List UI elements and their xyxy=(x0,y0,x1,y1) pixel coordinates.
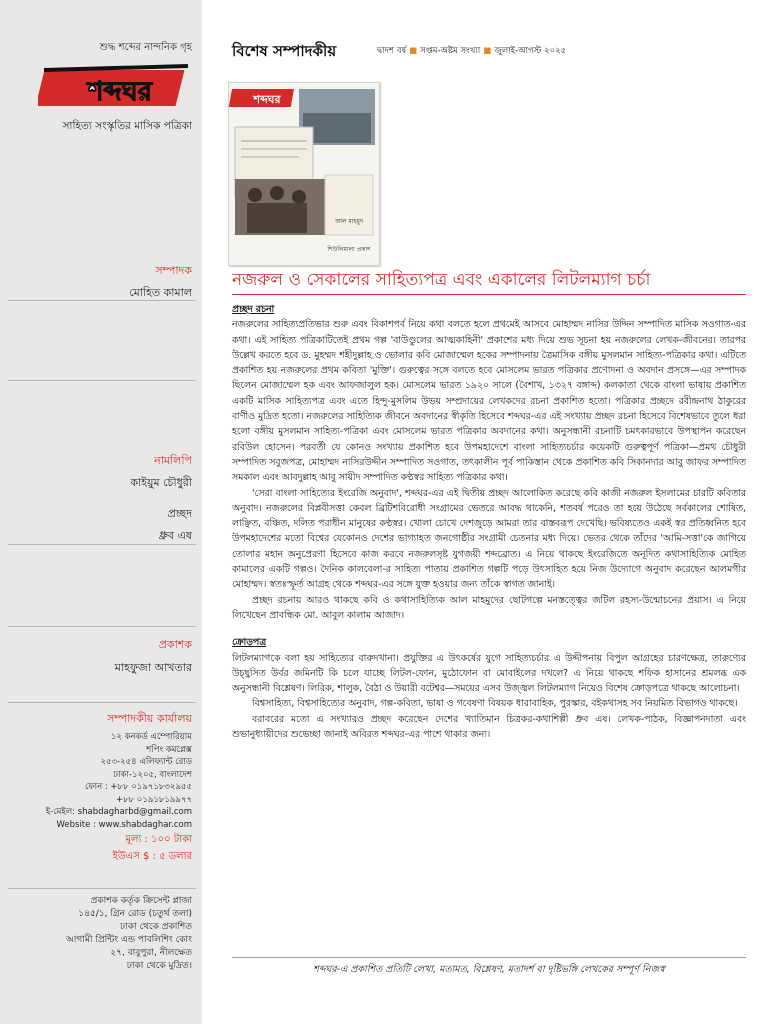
footer-divider xyxy=(232,957,746,958)
printing-line: ঢাকা থেকে প্রকাশিত xyxy=(120,922,192,932)
paragraph: প্রচ্ছদ রচনায় আরও থাকছে কবি ও কথাসাহিত্যিক আল মাহমুদের ছোটগল্পে মনস্তত্ত্বের জটিল রহস্য-উন্মোচনের প্রয়াস। এ নিয়ে লিখেছেন প্রাবন্ধিক মো. আবুল কালাম আজাদ। xyxy=(232,594,746,621)
price-us: ইউএস $ : ৫ ডলার xyxy=(112,851,192,862)
paragraph: বরাবরের মতো এ সংখ্যারও প্রচ্ছদ করেছেন দেশের খ্যাতিমান চিত্রকর-কথাশিল্পী ধ্রুব এষ। লেখক-পাঠক, বিজ্ঞাপনদাতা এবং শুভানুধ্যায়ীদের শুভেচ্ছা জানাই অবিরত শব্দঘর-এর পাশে থাকার জন্য। xyxy=(232,713,746,741)
office-address xyxy=(0,731,202,831)
paragraph: লিটলম্যাগকে বলা হয় সাহিত্যের বারুদখানা। প্রযুক্তির এ উৎকর্ষের যুগে সাহিত্যচর্চার এ উদ্দীপনায় বিপুল আগ্রহের চারণক্ষেত্র, তারুণ্যের উচ্ছ্বসিত উর্বর জমিনটি কি চলে যাচ্ছে লিটল-ফোন, মুঠোফোন বা মোবাইলের দখলে? এ নিয়ে থাকছে শফিক হাসানের শ্রমলব্ধ এক অনুসন্ধানী বিশ্লেষণ। লিরিক, শালুক, বৈঠা ও উয়ারী বটেশ্বর—সময়ের এসব উজ্জ্বল লিটলম্যাগ নিয়েও বিশেষ ক্রোড়পত্রে থাকছে আলোচনা। xyxy=(232,652,746,695)
subheading-cover-story: প্রচ্ছদ রচনা xyxy=(232,304,275,315)
subheading-supplement: ক্রোড়পত্র xyxy=(232,637,267,649)
publisher-name: মাহফুজা আখতার xyxy=(114,661,192,674)
cover-image xyxy=(228,82,380,266)
cover-logo-text: শব্দঘর xyxy=(253,93,281,106)
divider xyxy=(8,702,196,703)
article-headline: নজরুল ও সেকালের সাহিত্যপত্র এবং একালের লিটলম্যাগ চর্চা xyxy=(232,270,651,290)
paragraph: নজরুলের সাহিত্যপ্রতিভার শুরু এবং বিকাশপর্ব নিয়ে কথা বলতে হলে প্রথমেই আসবে মোহাম্মদ নাসির উদ্দিন সম্পাদিত মাসিক সওগাত-এর কথা। এই সাহিত্য পত্রিকাটিতেই প্রথম গল্প 'বাউণ্ডুলের আত্মকাহিনী' প্রকাশের মধ্য দিয়ে শুভ সূচনা হয় নজরুলের লেখক-জীবনের। তারপর উল্লেখ করতে হবে ড. মুহম্মদ শহীদুল্লাহ ও ভোলার কবি মোজাম্মেল হকের সম্পাদনায় ত্রৈমাসিক বঙ্গীয় মুসলমান সাহিত্য-পত্রিকার কথা। এটিতে প্রকাশিত হয় নজরুলের প্রথম কবিতা 'মুক্তি'। গুরুত্বের সঙ্গে বলতে হবে মোসলেম ভারত পত্রিকার প্রণোদনা ও অবদান প্রসঙ্গে—এর সম্পাদক ছিলেন মোজাম্মেল হক এবং আফজালুল হক। মোসলেম ভারত ১৯২০ সালে (বৈশাখ, ১৩২৭ বঙ্গাব্দ) কলকাতা থেকে বাংলা ভাষায় প্রকাশিত একটি মাসিক সাহিত্যপত্র এবং এতে হিন্দু-মুসলিম উভয় সম্প্রদায়ের লেখকদের রচনা প্রকাশিত হতো। পত্রিকার প্রচ্ছদে রবীন্দ্রনাথ ঠাকুরের বাণীও মুদ্রিত হতো। নজরুলের সাহিত্যিক জীবনে অবদানের স্বীকৃতি হিসেবে শব্দঘর-এর এই সংখ্যায় প্রচ্ছদ রচনা হিসেবে বিশেষভাবে তুলে ধরা হলো বঙ্গীয় মুসলমান সাহিত্য-পত্রিকা এবং মোসলেম ভারত পত্রিকার অবদানের কথা। অনুসন্ধানী রচনাটি চমৎকারভাবে উপস্থাপন করেছেন রবিউল হোসেন। পরবর্তী যে কোনও সংখ্যায় প্রকাশিত হবে উপমহাদেশে বাংলা সাহিত্যচর্চার কয়েকটি গুরুত্বপূর্ণ পত্রিকা—প্রমথ চৌধুরী সম্পাদিত সবুজপত্র, মোহাম্মদ নাসিরউদ্দীন সম্পাদিত সওগাত, তৎকালীন পূর্ব পাকিস্তান থেকে প্রকাশিত কবি সিকানদার আবু জাফর সম্পাদিত সমকাল এবং আবদুল্লাহ আবু সায়ীদ সম্পাদিত কণ্ঠস্বর সাহিত্য পত্রিকার কথা। xyxy=(232,319,746,484)
email-line: ই-মেইল: shabdagharbd@gmail.com xyxy=(45,807,192,817)
divider xyxy=(8,888,196,889)
bullet-icon: ■ xyxy=(409,46,418,56)
office-line: +৮৮ ০১৯১৮১৯৯৭৭ xyxy=(115,794,192,805)
office-line: শপিং কমপ্লেক্স xyxy=(146,744,192,755)
issue-meta xyxy=(377,44,566,58)
cover-publisher: শিউলিমালা প্রকাশ xyxy=(327,246,371,253)
office-label: সম্পাদকীয় কার্যালয় xyxy=(107,712,192,725)
printing-line: ঢাকা থেকে মুদ্রিত। xyxy=(126,961,192,971)
logo-text: শব্দঘর xyxy=(87,77,153,107)
publisher-section xyxy=(0,636,202,678)
office-line: ২৫৩-২৫৪ এলিফ্যান্ট রোড xyxy=(100,757,192,767)
section-title: বিশেষ সম্পাদকীয় xyxy=(232,42,337,60)
issue-number: সপ্তম-অষ্টম সংখ্যা xyxy=(420,46,481,56)
editor-section xyxy=(0,262,202,303)
printing-line: ১৪৫/১, গ্রিন রোড (চতুর্থ তলা) xyxy=(78,909,192,919)
disclaimer: শব্দঘর-এ প্রকাশিত প্রতিটি লেখা, মতামত, বিশ্লেষণ, মতাদর্শ বা দৃষ্টিভঙ্গি লেখকের সম্পূর্ণ নিজস্ব xyxy=(313,964,665,975)
cover-author: আল মাহমুদ xyxy=(334,218,364,225)
masthead-tagline: শুদ্ধ শব্দের নান্দনিক গৃহ xyxy=(99,42,192,53)
editor-label: সম্পাদক xyxy=(155,264,192,277)
divider xyxy=(8,626,196,627)
credits-section xyxy=(0,452,202,546)
price-bd: মূল্য : ১০০ টাকা xyxy=(125,834,192,845)
printing-section xyxy=(0,895,202,973)
article-body xyxy=(232,298,746,742)
divider xyxy=(8,300,196,301)
calligraphy-name: কাইয়ুম চৌধুরী xyxy=(130,476,192,489)
bullet-icon: ■ xyxy=(483,46,492,56)
website-line: Website : www.shabdaghar.com xyxy=(56,819,192,830)
office-section xyxy=(0,710,202,866)
calligraphy-label: নামলিপি xyxy=(154,454,192,467)
magazine-logo xyxy=(38,56,196,116)
publisher-label: প্রকাশক xyxy=(158,638,192,651)
main-content xyxy=(202,0,761,1024)
paragraph: 'সেরা বাংলা সাহিত্যের ইংরেজি অনুবাদ', শব্দঘর-এর এই দ্বিতীয় প্রচ্ছদ আলোকিত করেছে কবি কাজী নজরুল ইসলামের চারটি কবিতার অনুবাদ। নজরুলের বিপ্লবীসত্তা কেবল ব্রিটিশবিরোধী সংগ্রামের ভেতরে আবদ্ধ থাকেনি, শতবর্ষ পরেও তা হয়ে উঠেছে সর্বকালের শোষিত, লাঞ্ছিত, বঞ্চিত, দলিত পরাধীন মানুষের কণ্ঠস্বর। খোলা চোখে দেশজুড়ে আমরা তার বাস্তবরূপ দেখেছি। ভবিষ্যতেও একই স্বর প্রতিধ্বনিত হবে উপমহাদেশের মতো বিশ্বের যেকোনও দেশের ভাগ্যাহত জনগোষ্ঠীর সংগ্রামী চেতনার মধ্য দিয়ে। ভেতর থেকে তাঁদের 'আমি-সত্তা'কে জাগিয়ে তোলার মহান অনুপ্রেরণা হিসেবে কাজ করবে নজরুলসৃষ্ট যুগজয়ী শব্দব্রোত। এ নিয়ে থাকছে ইংরেজিতে অনূদিত কথাসাহিত্যিক মোহিত কামালের একটি গল্পও। দৈনিক কালবেলা-র সাহিত্য পাতায় প্রকাশিত গল্পটি পড়ে উৎসাহিত হয়ে নিজ উদ্যোগে অনুবাদ করেছেন আলমগীর মোহাম্মদ। স্বতঃস্ফূর্ত আগ্রহ থেকে শব্দঘর-এর সঙ্গে যুক্ত হওয়ার জন্য তাঁকে স্বাগত জানাই। xyxy=(232,487,746,591)
office-line: ফোন : +৮৮ ০১৯৭১৮৩২৯৫৫ xyxy=(84,782,192,792)
printing-line: প্রকাশক কর্তৃক ক্রিসেন্ট প্লাজা xyxy=(90,896,192,906)
editor-name: মোহিত কামাল xyxy=(129,286,192,299)
issue-year: দ্বাদশ বর্ষ xyxy=(377,46,407,56)
paragraph: বিশ্বসাহিত্য, বিশ্বসাহিত্যের অনুবাদ, গল্প-কবিতা, ভাষা ও গবেষণা বিষয়ক ধারাবাহিক, পুরস্কার, বইকথাসহ সব নিয়মিত বিভাগও থাকছে। xyxy=(252,698,738,710)
divider xyxy=(8,544,196,545)
sidebar xyxy=(0,0,202,1024)
cover-artist-name: ধ্রুব এষ xyxy=(158,529,192,542)
printing-info xyxy=(0,895,202,973)
masthead-subtitle: সাহিত্য সংস্কৃতির মাসিক পত্রিকা xyxy=(62,120,192,132)
issue-date: জুলাই-আগস্ট ২০২৫ xyxy=(494,46,567,56)
cover-illustration xyxy=(229,83,379,265)
office-line: ১২ কনকর্ড এম্পোরিয়াম xyxy=(110,732,192,742)
office-line: ঢাকা-১২০৫, বাংলাদেশ xyxy=(113,769,192,780)
headline-divider xyxy=(232,294,746,295)
printing-line: আগামী প্রিন্টিং এন্ড পাবলিশিং কোং xyxy=(65,935,192,945)
printing-line: ২৭, বাবুপুরা, নীলক্ষেত xyxy=(110,948,192,958)
cover-artist-label: প্রচ্ছদ xyxy=(167,507,192,520)
divider xyxy=(8,380,196,381)
